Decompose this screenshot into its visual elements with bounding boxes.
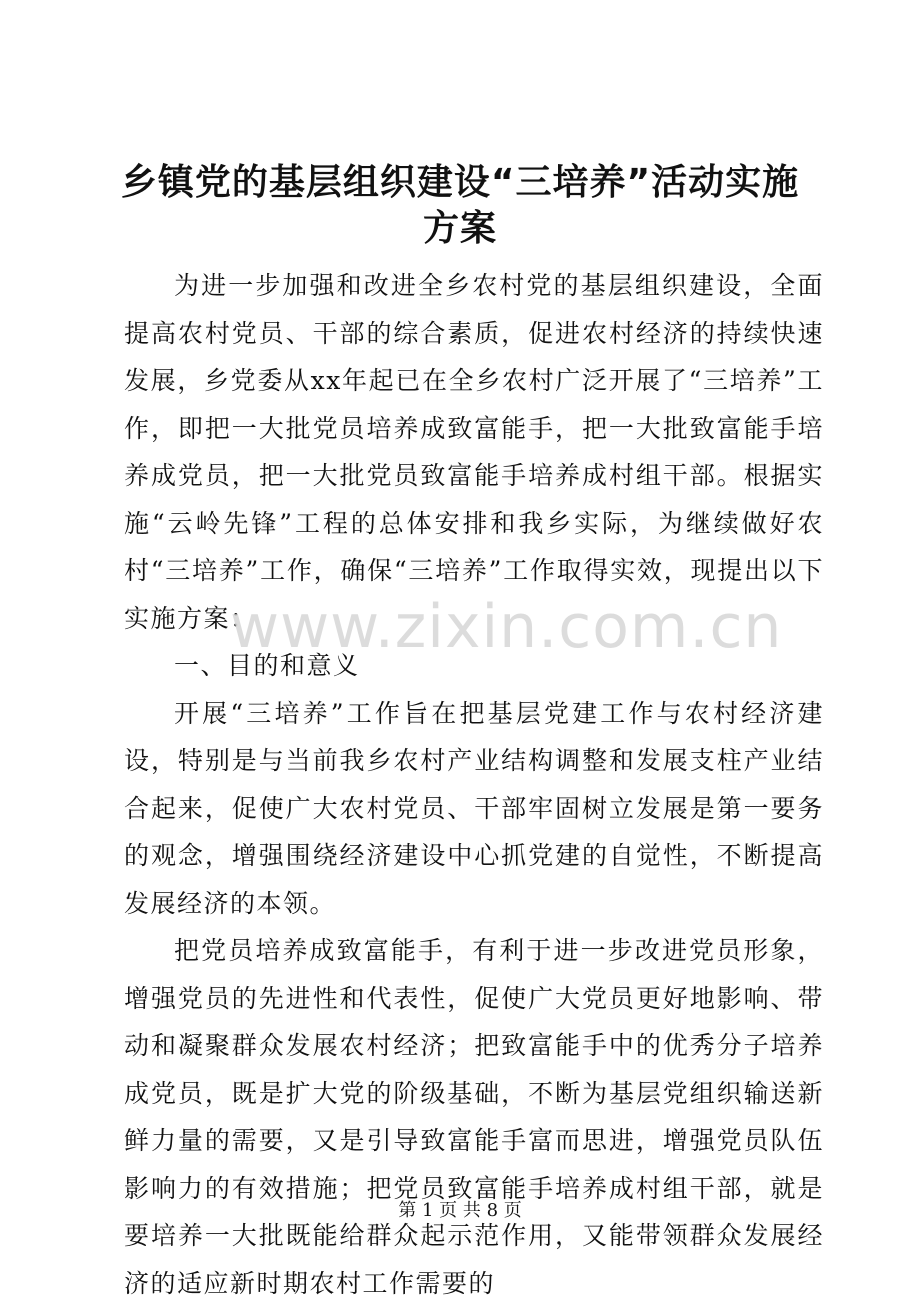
watermark: www.zixin.com.cn	[230, 592, 783, 662]
document-title: 乡镇党的基层组织建设“三培养”活动实施方案	[120, 162, 800, 249]
page-footer	[0, 1196, 920, 1222]
document-body	[124, 262, 824, 1307]
intro-paragraph: 为进一步加强和改进全乡农村党的基层组织建设，全面提高农村党员、干部的综合素质，促进农村经济的持续快速发展，乡党委从xx年起已在全乡农村广泛开展了“三培养”工作，即把一大批党员培养成致富能手，把一大批致富能手培养成党员，把一大批党员致富能手培养成村组干部。根据实施“云岭先锋”工程的总体安排和我乡实际，为继续做好农村“三培养”工作，确保“三培养”工作取得实效，现提出以下实施方案：	[124, 271, 824, 633]
significance-paragraph: 把党员培养成致富能手，有利于进一步改进党员形象，增强党员的先进性和代表性，促使广大党员更好地影响、带动和凝聚群众发展农村经济；把致富能手中的优秀分子培养成党员，既是扩大党的阶级基础，不断为基层党组织输送新鲜力量的需要，又是引导致富能手富而思进，增强党员队伍影响力的有效措施；把党员致富能手培养成村组干部，就是要培养一大批既能给群众起示范作用，又能带领群众发展经济的适应新时期农村工作需要的	[124, 936, 824, 1298]
page-number: 第 1 页 共 8 页	[398, 1200, 522, 1221]
purpose-paragraph: 开展“三培养”工作旨在把基层党建工作与农村经济建设，特别是与当前我乡农村产业结构调整和发展支柱产业结合起来，促使广大农村党员、干部牢固树立发展是第一要务的观念，增强围绕经济建设中心抓党建的自觉性，不断提高发展经济的本领。	[124, 698, 824, 918]
section-heading-purpose: 一、目的和意义	[174, 651, 360, 680]
